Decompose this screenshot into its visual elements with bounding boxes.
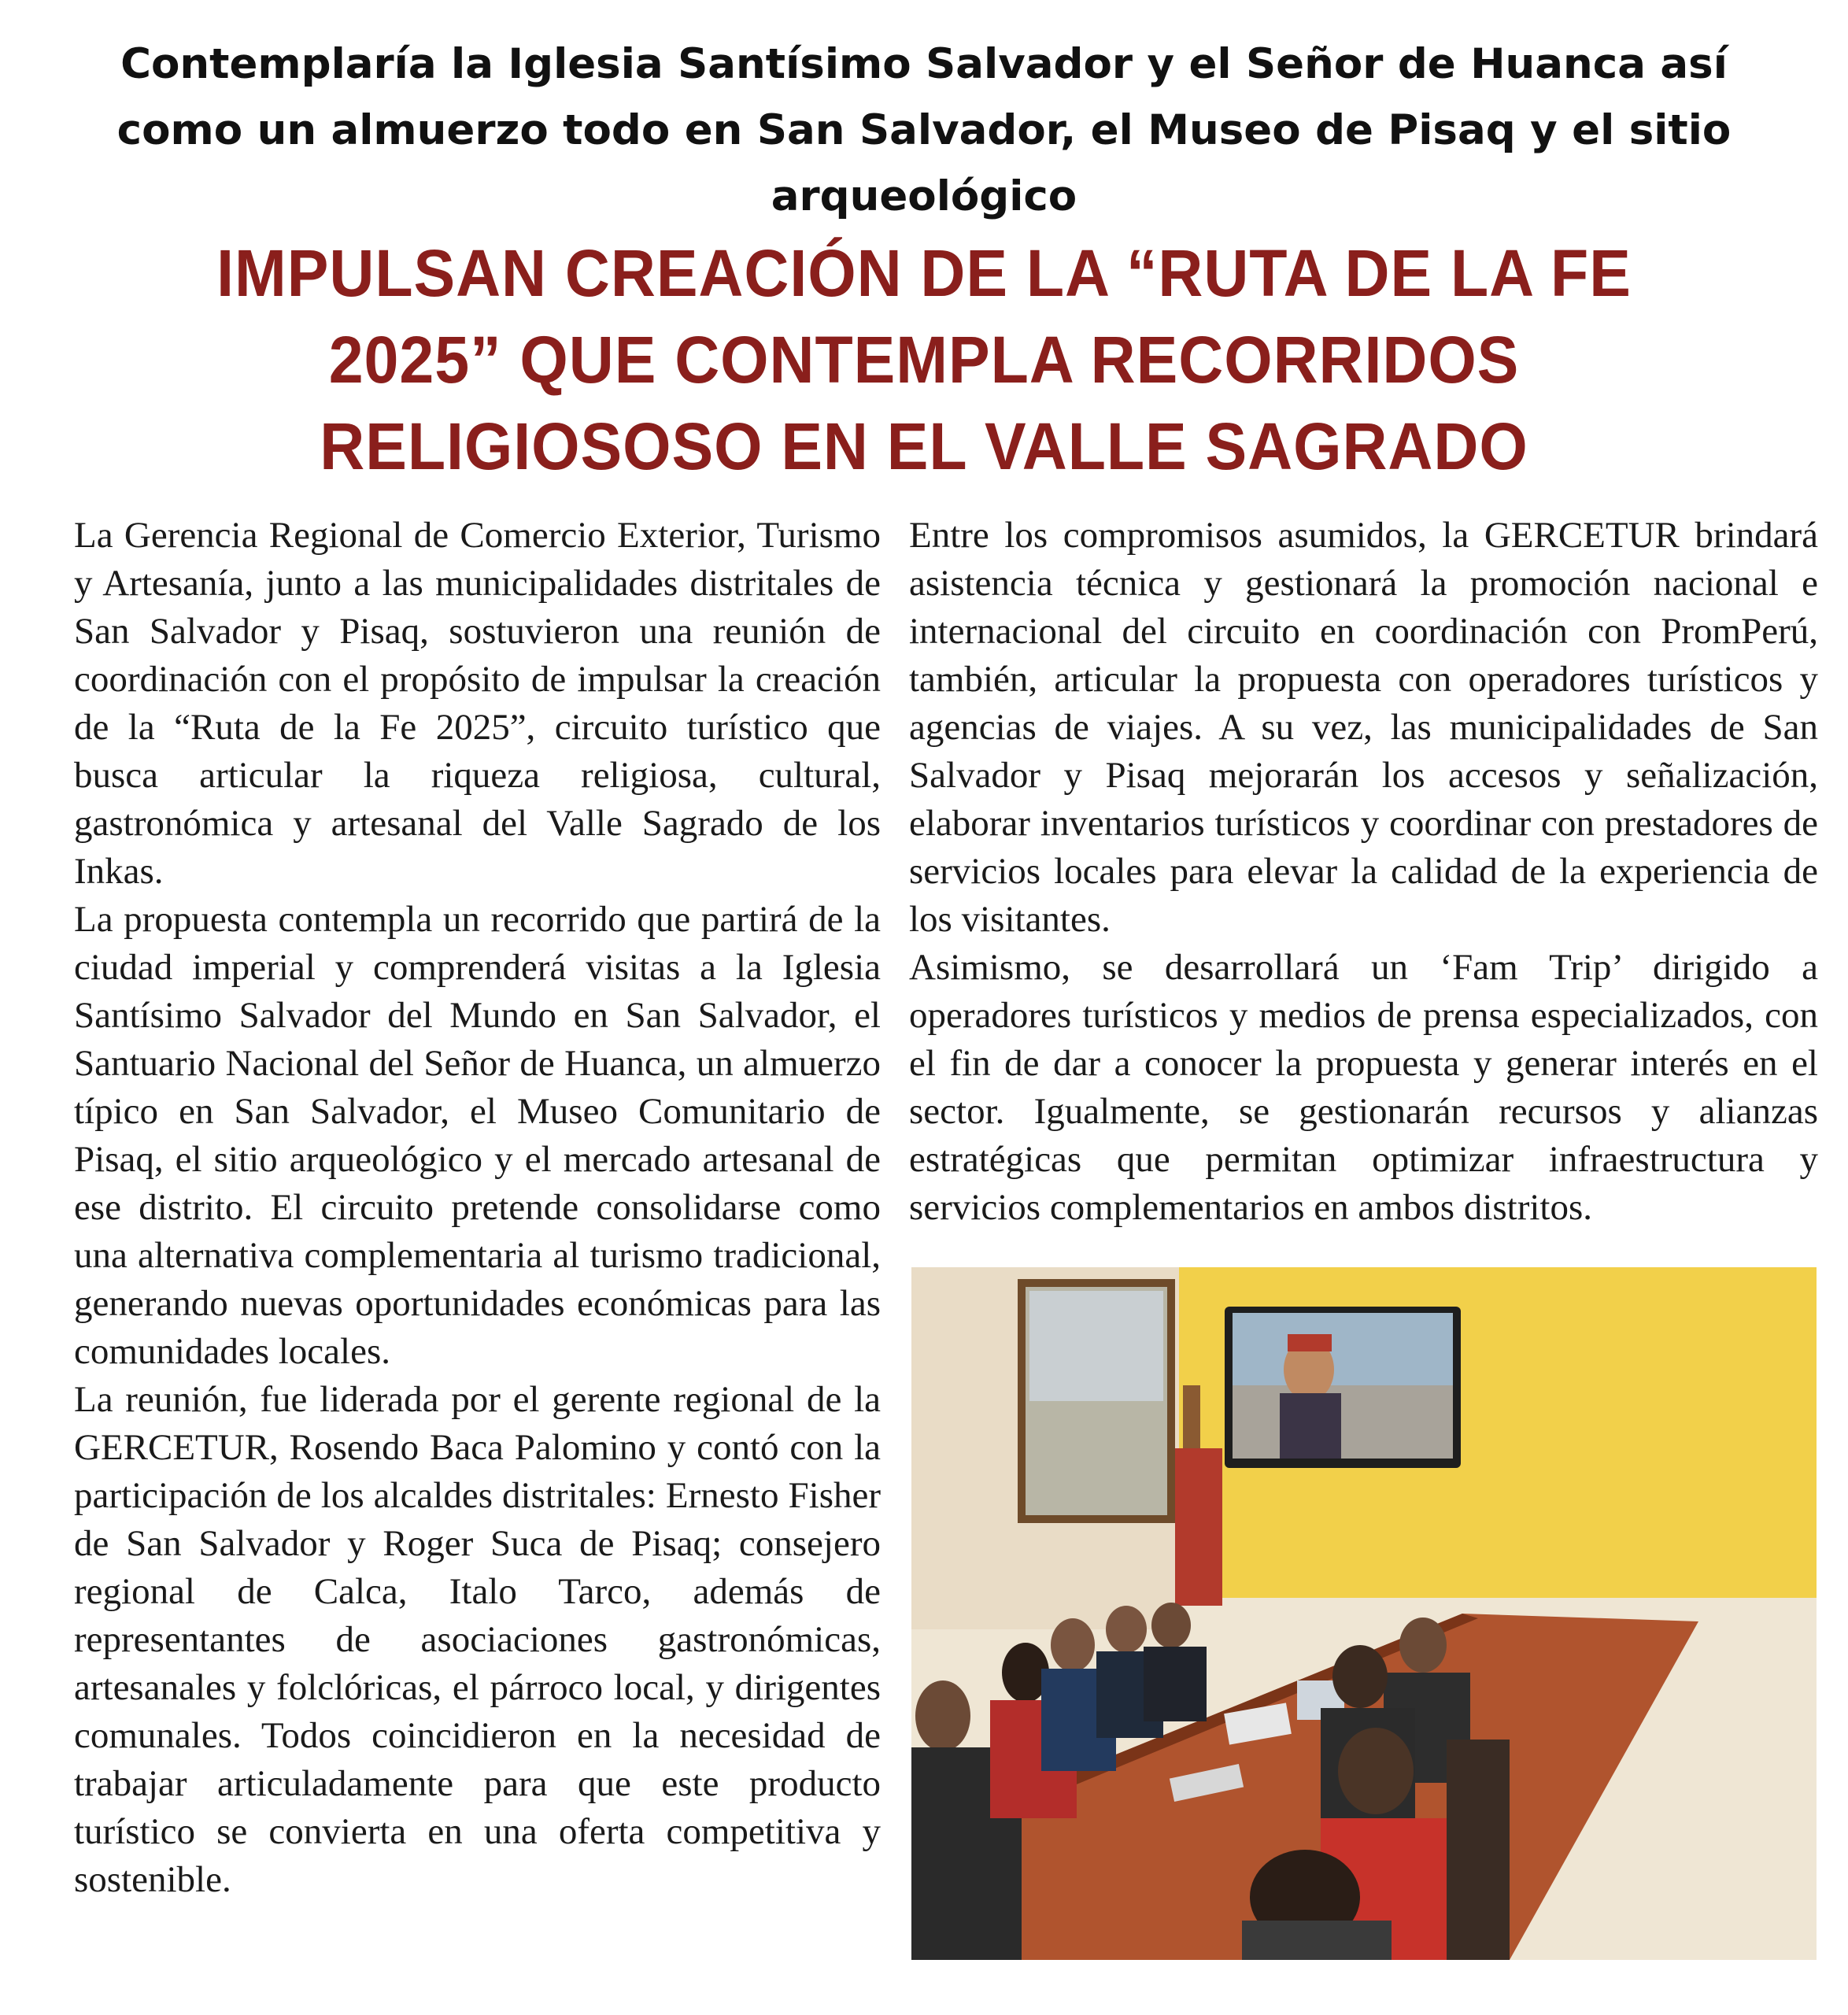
left-paragraph-1: La Gerencia Regional de Comercio Exterior, Turismo y Artesanía, junto a las municipalidades distritales de San Salvador y Pisaq, sostuvieron una reunión de coordinación con el propósito de impulsar la creación de la “Ruta de la Fe 2025”, circuito turístico que busca articular la riqueza religiosa, cultural, gastronómica y artesanal del Valle Sagrado de los Inkas. xyxy=(74,515,881,892)
meeting-photo xyxy=(911,1267,1817,1960)
headline: IMPULSAN CREACIÓN DE LA “RUTA DE LA FE 2025” QUE CONTEMPLA RECORRIDOS RELIGIOSOSO EN EL VALLE SAGRADO xyxy=(216,236,1632,483)
right-paragraph-1: Entre los compromisos asumidos, la GERCETUR brindará asistencia técnica y gestionará la promoción nacional e internacional del circuito en coordinación con PromPerú, también, articular la propuesta con operadores turísticos y agencias de viajes. A su vez, las municipalidades de San Salvador y Pisaq mejorarán los accesos y señalización, elaborar inventarios turísticos y coordinar con prestadores de servicios locales para elevar la calidad de la experiencia de los visitantes. xyxy=(909,515,1818,940)
kicker-subtitle: Contemplaría la Iglesia Santísimo Salvador y el Señor de Huanca así como un almuerzo todo en San Salvador, el Museo de Pisaq y el sitio arqueológico xyxy=(116,40,1732,220)
left-column xyxy=(74,512,881,1904)
meeting-photo-illustration xyxy=(911,1267,1817,1960)
left-paragraph-2: La propuesta contempla un recorrido que partirá de la ciudad imperial y comprenderá visitas a la Iglesia Santísimo Salvador del Mundo en San Salvador, el Santuario Nacional del Señor de Huanca, un almuerzo típico en San Salvador, el Museo Comunitario de Pisaq, el sitio arqueológico y el mercado artesanal de ese distrito. El circuito pretende consolidarse como una alternativa complementaria al turismo tradicional, generando nuevas oportunidades económicas para las comunidades locales. xyxy=(74,899,881,1372)
left-paragraph-3: La reunión, fue liderada por el gerente regional de la GERCETUR, Rosendo Baca Palomino y contó con la participación de los alcaldes distritales: Ernesto Fisher de San Salvador y Roger Suca de Pisaq; consejero regional de Calca, Italo Tarco, además de representantes de asociaciones gastronómicas, artesanales y folclóricas, el párroco local, y dirigentes comunales. Todos coincidieron en la necesidad de trabajar articuladamente para que este producto turístico se convierta en una oferta competitiva y sostenible. xyxy=(74,1379,881,1900)
sculpture xyxy=(1183,1385,1200,1448)
right-paragraph-2: Asimismo, se desarrollará un ‘Fam Trip’ dirigido a operadores turísticos y medios de prensa especializados, con el fin de dar a conocer la propuesta y generar interés en el sector. Igualmente, se gestionarán recursos y alianzas estratégicas que permitan optimizar infraestructura y servicios complementarios en ambos distritos. xyxy=(909,947,1818,1228)
right-column xyxy=(909,512,1818,1232)
